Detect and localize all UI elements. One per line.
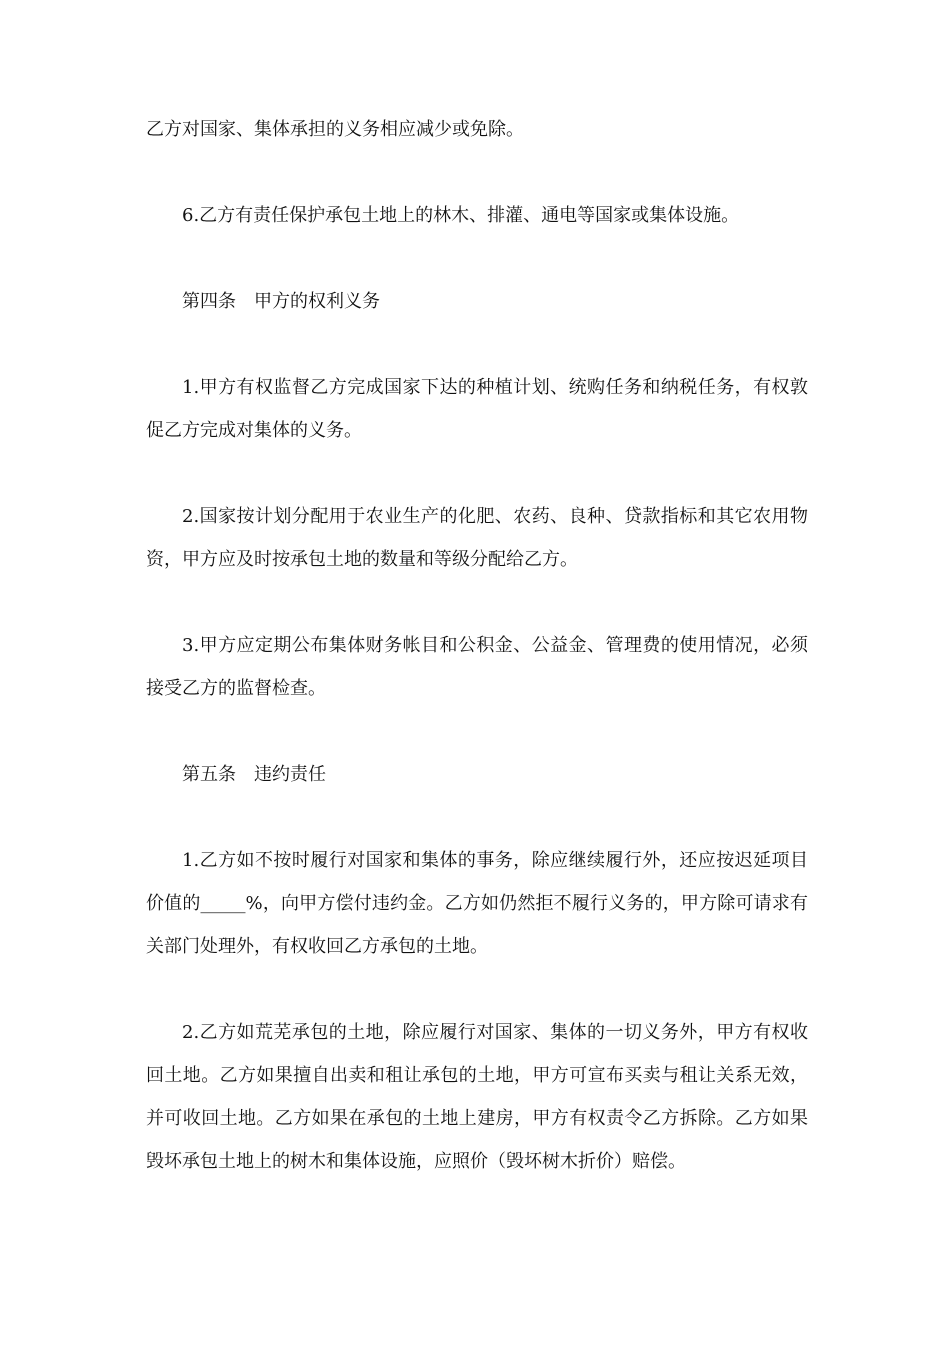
paragraph-party-a-supervision: 1.甲方有权监督乙方完成国家下达的种植计划、统购任务和纳税任务，有权敦促乙方完成对集体的义务。 — [146, 377, 808, 441]
paragraph-obligation-reduction: 乙方对国家、集体承担的义务相应减少或免除。 — [146, 119, 524, 140]
section-heading-article-4: 第四条 甲方的权利义务 — [182, 291, 380, 312]
section-heading-article-5: 第五条 违约责任 — [182, 764, 326, 785]
paragraph-material-allocation: 2.国家按计划分配用于农业生产的化肥、农药、良种、贷款指标和其它农用物资，甲方应及时按承包土地的数量和等级分配给乙方。 — [146, 506, 808, 570]
paragraph-land-misuse: 2.乙方如荒芜承包的土地，除应履行对国家、集体的一切义务外，甲方有权收回土地。乙方如果擅自出卖和租让承包的土地，甲方可宣布买卖与租让关系无效，并可收回土地。乙方如果在承包的土地上建房，甲方有权责令乙方拆除。乙方如果毁坏承包土地上的树木和集体设施，应照价（毁坏树木折价）赔偿。 — [146, 1022, 808, 1172]
paragraph-breach-penalty: 1.乙方如不按时履行对国家和集体的事务，除应继续履行外，还应按迟延项目价值的_____%，向甲方偿付违约金。乙方如仍然拒不履行义务的，甲方除可请求有关部门处理外，有权收回乙方承包的土地。 — [146, 850, 808, 957]
document-body — [146, 108, 808, 1183]
paragraph-protect-facilities: 6.乙方有责任保护承包土地上的林木、排灌、通电等国家或集体设施。 — [182, 205, 740, 226]
paragraph-financial-disclosure: 3.甲方应定期公布集体财务帐目和公积金、公益金、管理费的使用情况，必须接受乙方的监督检查。 — [146, 635, 808, 699]
